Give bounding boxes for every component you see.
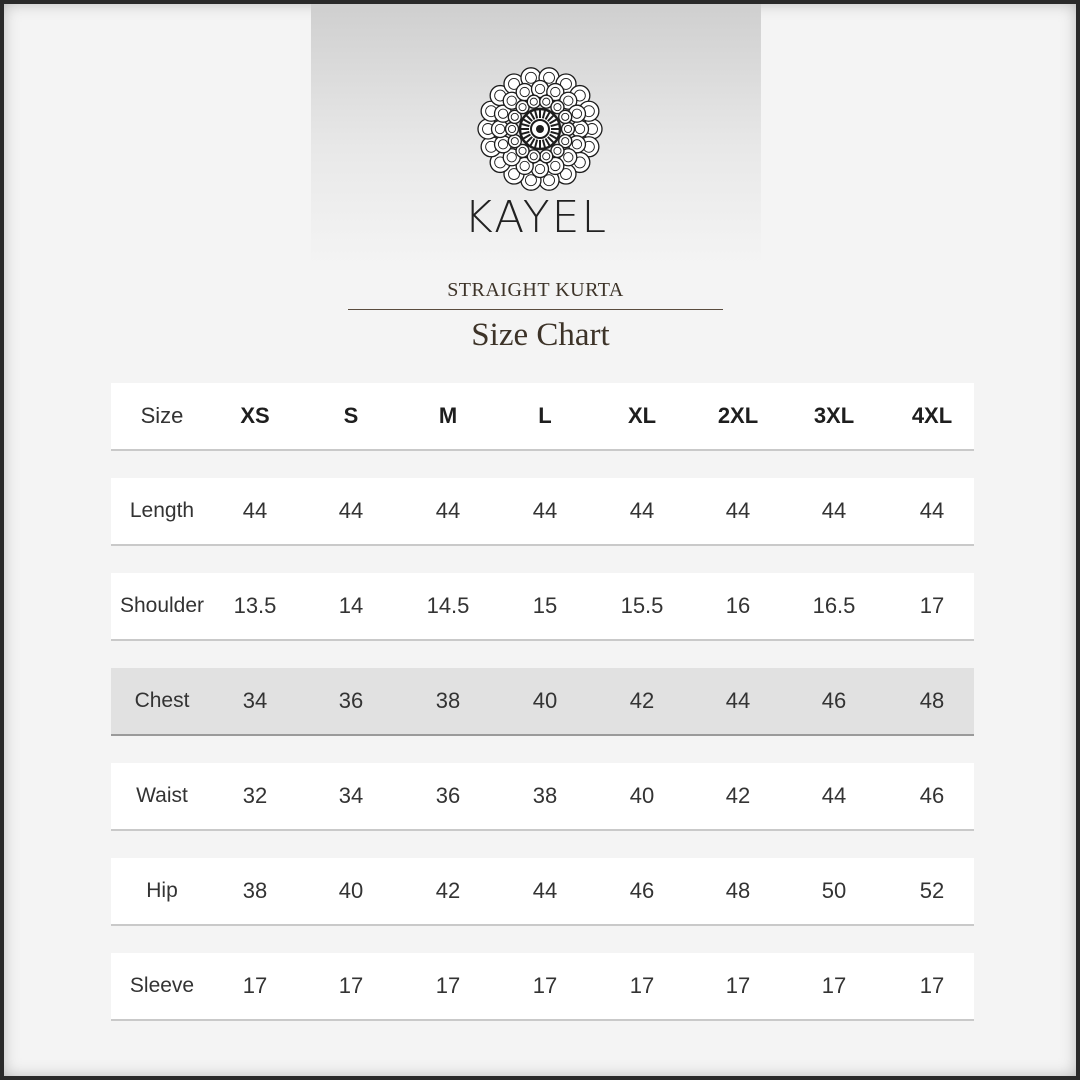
row-label: Shoulder (119, 594, 205, 617)
size-header-cell: L (538, 403, 552, 428)
table-cell: 40 (629, 783, 655, 808)
table-cell: 42 (435, 878, 461, 903)
table-cell: 17 (821, 973, 847, 998)
table-cell: 17 (338, 973, 364, 998)
row-label: Chest (134, 689, 190, 712)
size-header-cell: XL (627, 403, 657, 428)
table-row (111, 763, 974, 831)
table-cell: 44 (242, 498, 268, 523)
table-cell: 17 (629, 973, 655, 998)
table-cell: 17 (919, 973, 945, 998)
table-cell: 15 (532, 593, 558, 618)
table-cell: 44 (725, 498, 751, 523)
table-cell: 17 (725, 973, 751, 998)
table-cell: 36 (435, 783, 461, 808)
table-row (111, 478, 974, 546)
table-row (111, 953, 974, 1021)
table-cell: 44 (725, 688, 751, 713)
table-cell: 42 (629, 688, 655, 713)
table-cell: 44 (532, 498, 558, 523)
table-cell: 16 (725, 593, 751, 618)
row-label: Hip (146, 879, 178, 902)
table-cell: 40 (532, 688, 558, 713)
header-label: Size (140, 403, 184, 428)
table-cell: 15.5 (620, 593, 664, 618)
size-header-cell: 3XL (813, 403, 855, 428)
table-cell: 32 (242, 783, 268, 808)
size-header-cell: M (438, 403, 458, 428)
table-cell: 48 (725, 878, 751, 903)
table-cell: 46 (919, 783, 945, 808)
table-cell: 13.5 (233, 593, 277, 618)
product-subtitle: STRAIGHT KURTA (447, 279, 624, 301)
table-cell: 46 (821, 688, 847, 713)
table-cell: 44 (629, 498, 655, 523)
table-cell: 40 (338, 878, 364, 903)
table-cell: 34 (242, 688, 268, 713)
table-cell: 44 (919, 498, 945, 523)
table-cell: 17 (532, 973, 558, 998)
size-header-cell: 2XL (717, 403, 759, 428)
row-label: Length (129, 499, 195, 522)
size-header-cell: S (343, 403, 359, 428)
brand-name: KAYEL (464, 192, 608, 243)
table-cell: 14.5 (426, 593, 470, 618)
table-cell: 38 (435, 688, 461, 713)
table-cell: 42 (725, 783, 751, 808)
table-row (111, 573, 974, 641)
mandala-flower-icon (470, 64, 610, 194)
table-cell: 17 (435, 973, 461, 998)
table-cell: 38 (242, 878, 268, 903)
table-cell: 38 (532, 783, 558, 808)
table-cell: 17 (242, 973, 268, 998)
divider (348, 309, 723, 310)
table-cell: 50 (821, 878, 847, 903)
table-cell: 44 (532, 878, 558, 903)
table-cell: 34 (338, 783, 364, 808)
table-cell: 14 (338, 593, 364, 618)
table-header-row (111, 383, 974, 451)
table-cell: 44 (338, 498, 364, 523)
table-cell: 44 (821, 783, 847, 808)
row-label: Waist (136, 784, 188, 807)
table-cell: 46 (629, 878, 655, 903)
table-cell: 44 (435, 498, 461, 523)
size-header-cell: XS (240, 403, 270, 428)
row-label: Sleeve (129, 974, 195, 997)
table-cell: 52 (919, 878, 945, 903)
table-row (111, 668, 974, 736)
table-cell: 36 (338, 688, 364, 713)
table-cell: 48 (919, 688, 945, 713)
table-cell: 44 (821, 498, 847, 523)
table-row (111, 858, 974, 926)
page-title: Size Chart (471, 317, 610, 353)
size-header-cell: 4XL (911, 403, 953, 428)
table-cell: 17 (919, 593, 945, 618)
table-cell: 16.5 (812, 593, 856, 618)
